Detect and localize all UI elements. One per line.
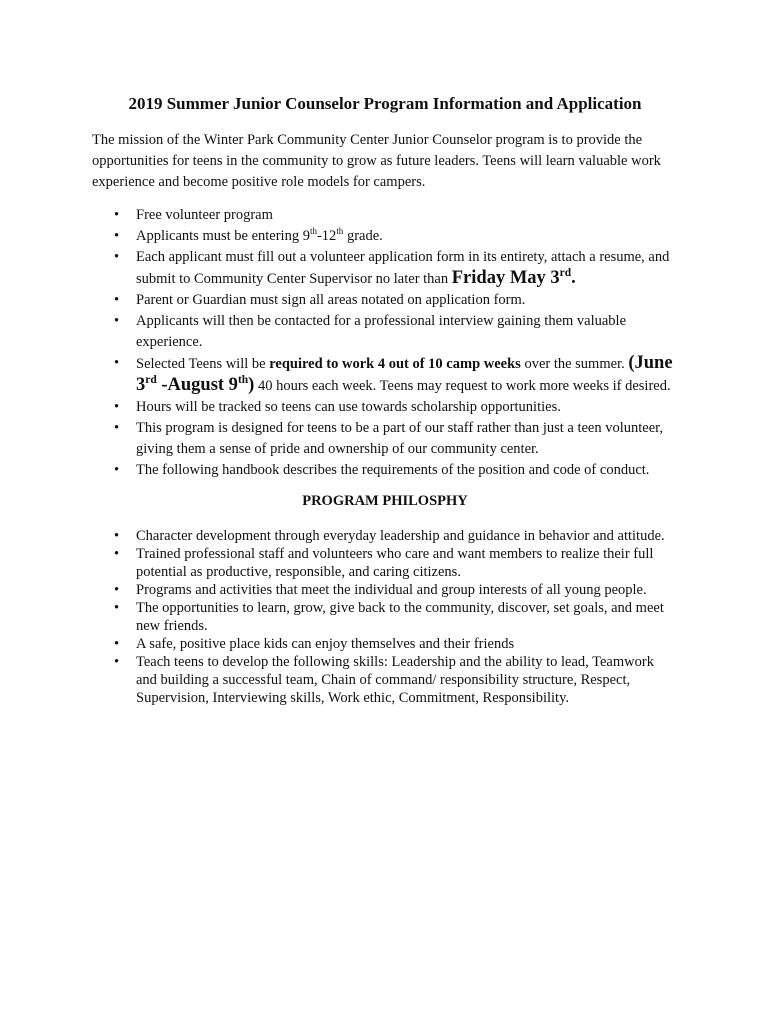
document-title: 2019 Summer Junior Counselor Program Information and Application: [128, 94, 642, 113]
list-item: • Parent or Guardian must sign all areas notated on application form.: [92, 290, 678, 311]
list-item: • Selected Teens will be required to work 4 out of 10 camp weeks over the summer. (June 3rd -August 9th) 40 hours each week. Teens may request to work more weeks if desired.: [92, 353, 678, 397]
required-weeks-text: required to work 4 out of 10 camp weeks: [269, 356, 521, 372]
list-item: • The opportunities to learn, grow, give back to the community, discover, set goals, and meet new friends.: [92, 599, 678, 635]
list-item: • The following handbook describes the requirements of the position and code of conduct.: [92, 460, 678, 481]
list-item: • Free volunteer program: [92, 205, 678, 226]
list-item: • Applicants will then be contacted for a professional interview gaining them valuable experience.: [92, 311, 678, 353]
list-item: • Each applicant must fill out a volunteer application form in its entirety, attach a resume, and submit to Community Center Supervisor no later than Friday May 3rd.: [92, 247, 678, 290]
list-item: • Hours will be tracked so teens can use towards scholarship opportunities.: [92, 397, 678, 418]
philosophy-list: [92, 527, 678, 707]
list-item: • Character development through everyday leadership and guidance in behavior and attitude.: [92, 527, 678, 545]
list-item: • Teach teens to develop the following skills: Leadership and the ability to lead, Teamwork and building a successful team, Chain of command/ responsibility structure, Respect, Supervision, Interviewing skills, Work ethic, Commitment, Responsibility.: [92, 653, 678, 707]
list-item: • This program is designed for teens to be a part of our staff rather than just a teen volunteer, giving them a sense of pride and ownership of our community center.: [92, 418, 678, 460]
list-item: • Programs and activities that meet the individual and group interests of all young people.: [92, 581, 678, 599]
deadline-text: Friday May 3rd.: [451, 266, 576, 288]
camp-dates-text: (June 3rd -August 9th): [136, 353, 673, 395]
list-item: • A safe, positive place kids can enjoy themselves and their friends: [92, 635, 678, 653]
program-info-list: [92, 205, 678, 481]
list-item: • Trained professional staff and volunteers who care and want members to realize their full potential as productive, responsible, and caring citizens.: [92, 545, 678, 581]
list-item: • Applicants must be entering 9th-12th grade.: [92, 226, 678, 247]
philosophy-heading: PROGRAM PHILOSPHY: [302, 493, 468, 509]
mission-paragraph: The mission of the Winter Park Community Center Junior Counselor program is to provide the opportunities for teens in the community to grow as future leaders. Teens will learn valuable work experience and become positive role models for campers.: [92, 132, 661, 190]
